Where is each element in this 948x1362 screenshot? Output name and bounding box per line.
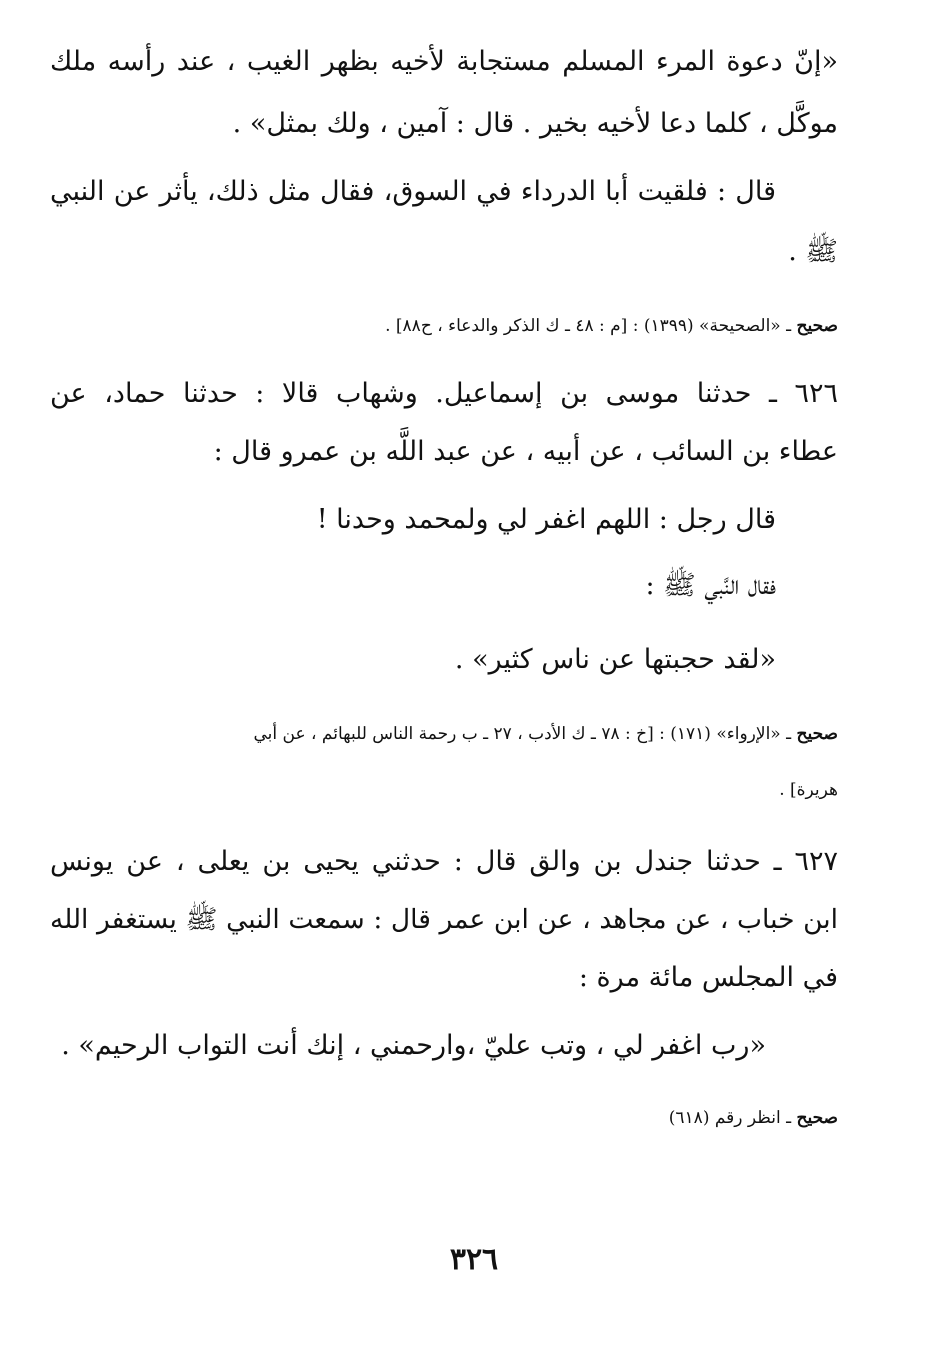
text-line: فقال النَّبي ﷺ : xyxy=(645,570,776,601)
grade-note xyxy=(50,1104,838,1132)
grade-label: صحيح xyxy=(796,724,838,744)
page-number: ٣٢٦ xyxy=(449,1242,499,1277)
hadith-626-line: ٦٢٦ ـ حدثنا موسى بن إسماعيل. وشهاب قالا : حدثنا حماد، عن xyxy=(50,378,838,409)
grade-label: صحيح xyxy=(796,316,838,336)
text-line: ﷺ . xyxy=(788,236,838,267)
page-body xyxy=(50,36,838,1336)
grade-text: ـ «الصحيحة» (١٣٩٩) : [م : ٤٨ ـ ك الذكر والدعاء ، ح٨٨] . xyxy=(385,316,792,336)
text-line: قال رجل : اللهم اغفر لي ولمحمد وحدنا ! xyxy=(316,504,776,535)
text-line: عطاء بن السائب ، عن أبيه ، عن عبد اللَّه بن عمرو قال : xyxy=(213,436,838,467)
grade-label: صحيح xyxy=(796,1108,838,1128)
grade-note xyxy=(50,720,838,748)
text-line: قال : فلقيت أبا الدرداء في السوق، فقال مثل ذلك، يأثر عن النبي xyxy=(50,176,776,207)
grade-text: ـ انظر رقم (٦١٨) xyxy=(668,1108,792,1128)
text-line: في المجلس مائة مرة : xyxy=(578,962,838,993)
text-line: موكَّل ، كلما دعا لأخيه بخير . قال : آمين ، ولك بمثل» . xyxy=(232,108,838,139)
text-line: «لقد حجبتها عن ناس كثير» . xyxy=(454,644,776,675)
hadith-627-line: ٦٢٧ ـ حدثنا جندل بن والق قال : حدثني يحيى بن يعلى ، عن يونس xyxy=(50,846,838,877)
text-line: ابن خباب ، عن مجاهد ، عن ابن عمر قال : سمعت النبي ﷺ يستغفر الله xyxy=(50,904,838,935)
text-line: «رب اغفر لي ، وتب عليّ ،وارحمني ، إنك أنت التواب الرحيم» . xyxy=(61,1030,766,1061)
grade-note-continuation: هريرة] . xyxy=(779,780,838,800)
text-line: «إنّ دعوة المرء المسلم مستجابة لأخيه بظهر الغيب ، عند رأسه ملك xyxy=(50,46,838,77)
grade-text: ـ «الإرواء» (١٧١) : [خ : ٧٨ ـ ك الأدب ، ٢٧ ـ ب رحمة الناس للبهائم ، عن أبي xyxy=(253,724,792,744)
grade-note xyxy=(50,312,838,340)
